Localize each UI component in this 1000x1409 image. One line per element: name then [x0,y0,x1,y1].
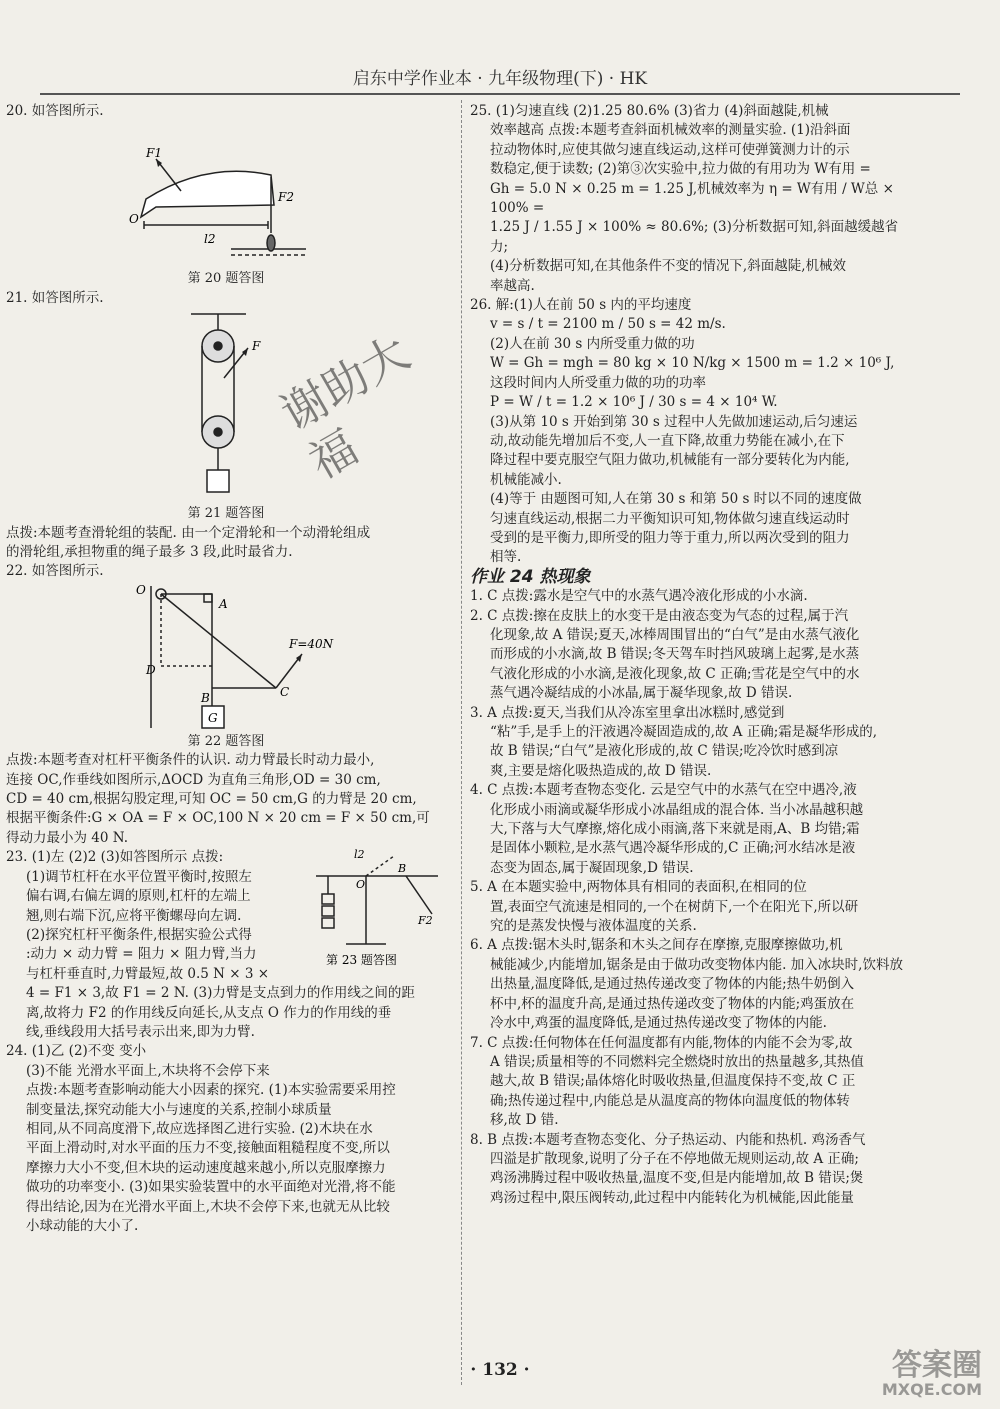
answer-line-27: 确;热传递过程中,内能总是从温度高的物体向温度低的物体转 [490,1092,850,1109]
q26-line-14: 相等. [490,549,522,566]
answer-line-16: 5. A 在本题实验中,两物体具有相同的表面积,在相同的位 [470,879,807,896]
watermark-url: MXQE.COM [881,1380,982,1399]
q26-line-2: v = s / t = 2100 m / 50 s = 42 m/s. [490,316,726,333]
answer-line-32: 鸡汤过程中,限压阀转动,此过程中内能转化为机械能,因此能量 [490,1189,854,1206]
q23-line-7: 与杠杆垂直时,力臂最短,故 0.5 N × 3 × [26,965,270,982]
answer-line-28: 移,故 D 错. [490,1112,559,1129]
q22-tip-line-3: CD = 40 cm,根据勾股定理,可知 OC = 50 cm,G 的力臂是 20 cm, [6,791,417,808]
q25-line-3: 拉动物体时,应使其做匀速直线运动,这样可使弹簧测力计的示 [490,141,850,158]
answer-line-18: 究的是蒸发快慢与液体温度的关系. [490,918,697,935]
q24-line-4: 制变量法,探究动能大小与速度的关系,控制小球质量 [26,1101,332,1118]
fig23-label-o: O [356,878,366,892]
answer-line-11: 4. C 点拨:本题考查物态变化. 云是空气中的水蒸气在空中遇冷,液 [470,782,857,799]
answer-line-4: 而形成的小水滴,故 B 错误;冬天驾车时挡风玻璃上起雾,是水蒸 [490,646,860,663]
q24-line-8: 做功的功率变小. (3)如果实验装置中的水平面绝对光滑,将不能 [26,1179,396,1196]
answer-line-7: 3. A 点拨:夏天,当我们从冷冻室里拿出冰糕时,感觉到 [470,704,785,721]
section-title: 作业 24 热现象 [470,566,591,587]
q24-line-5: 相同,从不同高度滑下,故应选择图乙进行实验. (2)木块在水 [26,1120,373,1137]
q25-line-2: 效率越高 点拨:本题考查斜面机械效率的测量实验. (1)沿斜面 [490,122,851,139]
fig22-label-o: O [136,582,146,597]
answer-line-22: 杯中,杯的温度升高,是通过热传递改变了物体的内能;鸡蛋放在 [490,995,855,1012]
answer-line-13: 大,下落与大气摩擦,熔化成小雨滴,落下来就是雨,A、B 均错;霜 [490,821,860,838]
answer-line-1: 1. C 点拨:露水是空气中的水蒸气遇冷液化形成的小水滴. [470,588,808,605]
watermark-text: 答案圈 [892,1348,982,1383]
fig22-caption: 第 22 题答图 [187,733,265,749]
q25-line-8: 率越高. [490,277,535,294]
watermark-logo [840,1340,1000,1409]
fig23-caption: 第 23 题答图 [326,953,397,968]
q23-line-2: (1)调节杠杆在水平位置平衡时,按照左 [26,868,252,885]
q23-line-6: :动力 × 动力臂 = 阻力 × 阻力臂,当力 [26,946,257,963]
q23-line-3: 偏右调,右偏左调的原则,杠杆的左端上 [26,888,251,905]
answer-line-19: 6. A 点拨:锯木头时,锯条和木头之间存在摩擦,克服摩擦做功,机 [470,937,843,954]
q25-line-5: Gh = 5.0 N × 0.25 m = 1.25 J,机械效率为 η = W有用 / W总 × 100% = [490,180,894,217]
fig23-label-f2: F2 [418,914,433,928]
q24-line-3: 点拨:本题考查影响动能大小因素的探究. (1)本实验需要采用控 [26,1082,396,1099]
header-rule [40,93,960,95]
figure-22 [6,582,446,732]
q26-line-7: (3)从第 10 s 开始到第 30 s 过程中人先做加速运动,后匀速运 [490,413,858,430]
q26-line-13: 受到的是平衡力,即所受的阻力等于重力,所以两次受到的阻力 [490,529,850,546]
fig20-label-f2: F2 [278,190,294,205]
q26-line-12: 匀速直线运动,根据二力平衡知识可知,物体做匀速直线运动时 [490,510,850,527]
fig22-label-b: B [201,690,210,705]
answer-line-31: 鸡汤沸腾过程中吸收热量,温度不变,但是内能增加,故 B 错误;煲 [490,1170,864,1187]
page-header: 启东中学作业本 · 九年级物理(下) · HK [352,69,648,89]
q24-line-2: (3)不能 光滑水平面上,木块将不会停下来 [26,1062,270,1079]
answer-line-29: 8. B 点拨:本题考查物态变化、分子热运动、内能和热机. 鸡汤香气 [470,1131,866,1148]
q26-line-6: P = W / t = 1.2 × 10⁶ J / 30 s = 4 × 10⁴ W. [490,394,778,411]
q24-line-9: 得出结论,因为在光滑水平面上,木块不会停下来,也就无从比较 [26,1198,390,1215]
q23-line-1: 23. (1)左 (2)2 (3)如答图所示 点拨: [6,849,224,866]
q26-line-9: 降过程中要克服空气阻力做功,机械能有一部分要转化为内能, [490,452,850,469]
answer-line-26: 越大,故 B 错误;晶体熔化时吸收热量,但温度保持不变,故 C 正 [490,1073,856,1090]
answer-line-25: A 错误;质量相等的不同燃料完全燃烧时放出的热量越多,其热值 [490,1053,864,1070]
q21-label: 21. 如答图所示. [6,289,104,306]
q26-line-3: (2)人在前 30 s 内所受重力做的功 [490,335,695,352]
q21-tip-line-1: 点拨:本题考查滑轮组的装配. 由一个定滑轮和一个动滑轮组成 [6,524,371,541]
q23-line-10: 线,垂线段用大括号表示出来,即为力臂. [26,1023,255,1040]
q26-line-8: 动,故动能先增加后不变,人一直下降,故重力势能在减小,在下 [490,432,845,449]
answer-line-10: 爽,主要是熔化吸热造成的,故 D 错误. [490,762,712,779]
q26-line-11: (4)等于 由题图可知,人在第 30 s 和第 50 s 时以不同的速度做 [490,491,862,508]
answer-line-3: 化现象,故 A 错误;夏天,冰棒周围冒出的“白气”是由水蒸气液化 [490,626,860,643]
q25-line-6: 1.25 J / 1.55 J × 100% ≈ 80.6%; (3)分析数据可知,斜面越缓越省力; [490,219,899,255]
handwritten-note: 谢助大福 [271,325,419,490]
fig21-label-f: F [252,339,261,354]
q24-line-1: 24. (1)乙 (2)不变 变小 [6,1043,147,1060]
answer-line-5: 气液化形成的小水滴,是液化现象,故 C 正确;雪花是空气中的水 [490,665,860,682]
q23-line-5: (2)探究杠杆平衡条件,根据实验公式得 [26,926,252,943]
answer-line-14: 是固体小颗粒,是水蒸气遇冷凝华形成的,C 正确;河水结冰是液 [490,840,856,857]
fig20-label-l2: l2 [204,232,216,247]
answer-line-6: 蒸气遇冷凝结成的小冰晶,属于凝华现象,故 D 错误. [490,685,793,702]
fig21-caption: 第 21 题答图 [187,506,265,522]
fig22-label-g: G [208,710,218,725]
q23-line-9: 离,故将力 F2 的作用线反向延长,从支点 O 作力的作用线的垂 [26,1004,392,1021]
q25-line-7: (4)分析数据可知,在其他条件不变的情况下,斜面越陡,机械效 [490,258,846,275]
q22-tip-line-2: 连接 OC,作垂线如图所示,ΔOCD 为直角三角形,OD = 30 cm, [6,771,381,788]
fig22-label-a: A [219,596,228,611]
right-column [470,102,914,1208]
fig22-label-f: F=40N [289,636,334,651]
fig23-label-l2: l2 [354,848,365,862]
answer-line-8: “粘”手,是手上的汗液遇冷凝固造成的,故 A 正确;霜是凝华形成的, [490,724,878,740]
column-divider [461,100,462,1385]
answer-line-9: 故 B 错误;“白气”是液化形成的,故 C 错误;吃冷饮时感到凉 [490,743,839,760]
q26-line-10: 机械能减小. [490,471,562,488]
answer-line-30: 四溢是扩散现象,说明了分子在不停地做无规则运动,故 A 正确; [490,1150,859,1167]
answer-line-15: 态变为固态,属于凝固现象,D 错误. [490,859,694,876]
q22-tip-line-4: 根据平衡条件:G × OA = F × OC,100 N × 20 cm = F × 50 cm,可 [6,810,430,827]
fig22-label-d: D [146,662,156,677]
q20-label: 20. 如答图所示. [6,103,104,119]
answer-line-23: 冷水中,鸡蛋的温度降低,是通过热传递改变了物体的内能. [490,1015,827,1032]
answer-line-20: 械能减少,内能增加,锯条是由于做功改变物体内能. 加入冰块时,饮料放 [490,956,903,973]
answer-line-2: 2. C 点拨:擦在皮肤上的水变干是由液态变为气态的过程,属于汽 [470,607,849,624]
q26-line-5: 这段时间内人所受重力做的功的功率 [490,374,706,391]
figure-23 [306,848,446,970]
q23-line-4: 翘,则右端下沉,应将平衡螺母向左调. [26,907,242,924]
q24-line-7: 摩擦力大小不变,但木块的运动速度越来越小,所以克服摩擦力 [26,1159,386,1176]
fig20-label-o: O [129,212,139,227]
answer-line-24: 7. C 点拨:任何物体在任何温度都有内能,物体的内能不会为零,故 [470,1034,853,1051]
left-column [6,102,446,1236]
q24-line-10: 小球动能的大小了. [26,1218,139,1234]
q23-line-8: 4 = F1 × 3,故 F1 = 2 N. (3)力臂是支点到力的作用线之间的距 [26,985,415,1002]
q24-line-6: 平面上滑动时,对水平面的压力不变,接触面粗糙程度不变,所以 [26,1140,390,1157]
answer-line-17: 置,表面空气流速是相同的,一个在树荫下,一个在阳光下,所以研 [490,898,859,915]
q22-label: 22. 如答图所示. [6,563,104,580]
q21-tip-line-2: 的滑轮组,承担物重的绳子最多 3 段,此时最省力. [6,544,293,561]
q22-tip-line-5: 得动力最小为 40 N. [6,829,129,846]
q26-line-1: 26. 解:(1)人在前 50 s 内的平均速度 [470,297,692,314]
q22-tip-line-1: 点拨:本题考查对杠杆平衡条件的认识. 动力臂最长时动力最小, [6,752,375,769]
fig20-caption: 第 20 题答图 [187,271,265,287]
fig23-label-b: B [398,862,407,876]
q25-line-4: 数稳定,便于读数; (2)第③次实验中,拉力做的有用功为 W有用 = [490,161,871,178]
fig20-label-f1: F1 [146,146,162,161]
figure-20 [6,121,446,269]
answer-line-21: 出热量,温度降低,是通过热传递改变了物体的内能;热牛奶倒入 [490,976,855,993]
fig22-label-c: C [280,684,290,699]
q25-line-1: 25. (1)匀速直线 (2)1.25 80.6% (3)省力 (4)斜面越陡,机械 [470,103,829,119]
page-number: · 132 · [470,1360,530,1380]
q26-line-4: W = Gh = mgh = 80 kg × 10 N/kg × 1500 m = 1.2 × 10⁶ J, [490,355,895,372]
answer-line-12: 化形成小雨滴或凝华形成小冰晶组成的混合体. 当小冰晶越积越 [490,801,864,818]
